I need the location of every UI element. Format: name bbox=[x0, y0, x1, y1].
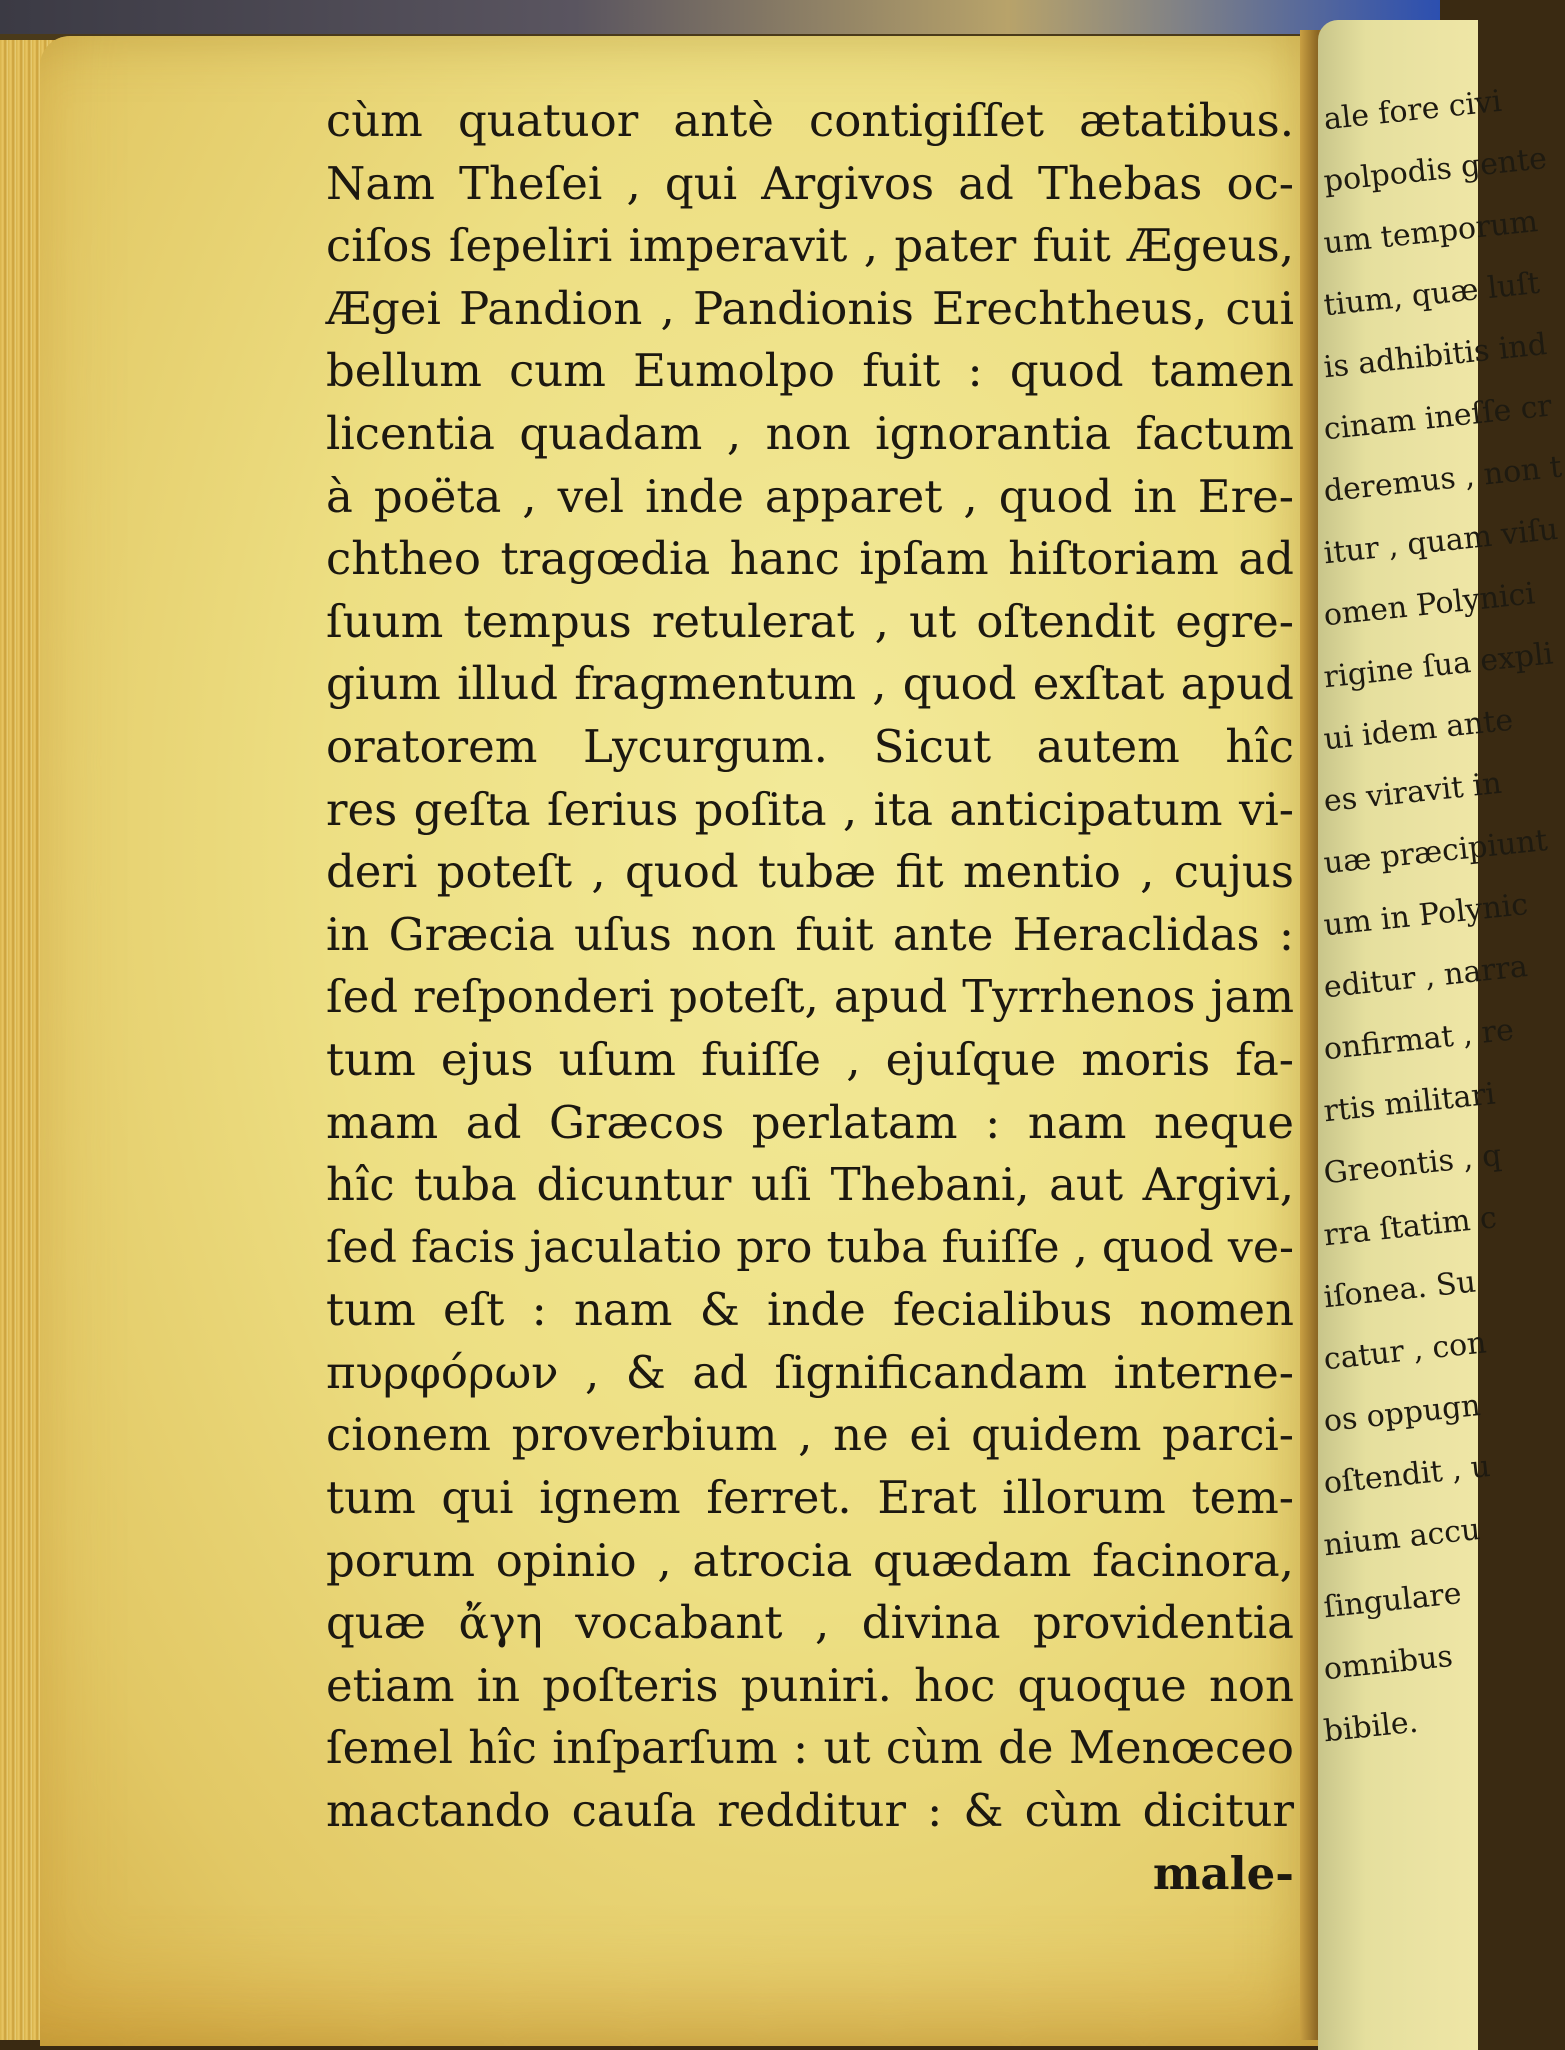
text-line: in Græcia uſus non fuit ante Heraclidas : bbox=[326, 907, 1294, 961]
text-line: Nam Theſei , qui Argivos ad Thebas oc- bbox=[326, 156, 1294, 210]
right-text-fragment: rra ſtatim c bbox=[1322, 1200, 1499, 1254]
text-line: gium illud fragmentum , quod exſtat apud bbox=[326, 657, 1294, 711]
text-line: πυρφόρων , & ad ſignificandam interne- bbox=[326, 1345, 1294, 1399]
text-line: cùm quatuor antè contigiſſet ætatibus. bbox=[326, 94, 1294, 147]
text-line: ſuum tempus retulerat , ut oſtendit egre- bbox=[326, 594, 1294, 648]
right-text-fragment: nium accu bbox=[1322, 1512, 1482, 1564]
right-text-fragment: itur , quam viſu bbox=[1322, 511, 1560, 572]
right-text-fragment: catur , con bbox=[1322, 1325, 1489, 1378]
text-line: chtheo tragœdia hanc ipſam hiſtoriam ad bbox=[326, 532, 1294, 586]
text-line: ſemel hîc inſparſum : ut cùm de Menœceo bbox=[326, 1721, 1294, 1775]
right-text-fragment: um in Polynic bbox=[1322, 887, 1530, 944]
text-line: tum qui ignem ferret. Erat illorum tem- bbox=[326, 1471, 1294, 1525]
text-line: bellum cum Eumolpo fuit : quod tamen bbox=[326, 344, 1294, 398]
right-text-fragment: ſingulare bbox=[1322, 1576, 1464, 1626]
background-strip bbox=[0, 0, 1440, 34]
text-line: quæ ἄγη vocabant , divina providentia bbox=[326, 1596, 1294, 1650]
text-line: res geſta ſerius poſita , ita anticipatum vi- bbox=[326, 782, 1294, 836]
text-line: mam ad Græcos perlatam : nam neque bbox=[326, 1095, 1294, 1149]
text-line: deri poteſt , quod tubæ fit mentio , cujus bbox=[326, 845, 1294, 899]
right-text-fragment: polpodis gente bbox=[1322, 141, 1549, 200]
right-page bbox=[1318, 20, 1564, 2050]
right-text-fragment: is adhibitis ind bbox=[1322, 327, 1549, 386]
right-text-fragment: tium, quæ luſt bbox=[1322, 265, 1542, 324]
text-line: Ægei Pandion , Pandionis Erechtheus, cui bbox=[326, 281, 1294, 335]
right-text-fragment: Greontis , q bbox=[1322, 1137, 1504, 1192]
text-line: tum ejus uſum fuiſſe , ejuſque moris fa- bbox=[326, 1032, 1294, 1086]
right-text-fragment: deremus , non t bbox=[1322, 449, 1564, 510]
text-line: etiam in poſteris puniri. hoc quoque non bbox=[326, 1658, 1294, 1712]
right-text-fragment: onfirmat , re bbox=[1322, 1012, 1516, 1068]
left-page-text bbox=[326, 90, 1294, 1905]
text-line: tum eſt : nam & inde fecialibus nomen bbox=[326, 1283, 1294, 1337]
text-line: licentia quadam , non ignorantia factum bbox=[326, 406, 1294, 460]
text-line: ſed reſponderi poteſt, apud Tyrrhenos jam bbox=[326, 970, 1294, 1024]
right-text-fragment: rtis militari bbox=[1322, 1076, 1497, 1130]
right-text-fragment: rigine ſua expli bbox=[1322, 636, 1555, 696]
right-text-fragment: bibile. bbox=[1322, 1704, 1420, 1750]
text-line: cionem proverbium , ne ei quidem parci- bbox=[326, 1408, 1294, 1462]
right-text-fragment: uæ præcipiunt bbox=[1322, 822, 1550, 882]
text-line: oratorem Lycurgum. Sicut autem hîc bbox=[326, 719, 1294, 773]
right-text-fragment: editur , narra bbox=[1322, 949, 1530, 1006]
text-line: hîc tuba dicuntur uſi Thebani, aut Argivi, bbox=[326, 1158, 1294, 1212]
text-line: ciſos ſepeliri imperavit , pater fuit Ægeus, bbox=[326, 219, 1294, 273]
text-line: porum opinio , atrocia quædam facinora, bbox=[326, 1533, 1294, 1587]
right-text-fragment: ale fore civi bbox=[1322, 83, 1504, 138]
right-text-fragment: iſonea. Su bbox=[1322, 1264, 1478, 1316]
right-text-fragment: um temporum bbox=[1322, 204, 1540, 262]
right-text-fragment: oſtendit , u bbox=[1322, 1449, 1492, 1502]
right-text-fragment: omen Polynici bbox=[1322, 576, 1537, 634]
right-text-fragment: es viravit in bbox=[1322, 765, 1504, 820]
right-text-fragment: omnibus bbox=[1322, 1638, 1455, 1688]
right-text-fragment: cinam ineſſe cr bbox=[1322, 388, 1554, 448]
catchword: male- bbox=[1152, 1846, 1294, 1900]
text-line: ſed facis jaculatio pro tuba fuiſſe , quod ve- bbox=[326, 1221, 1294, 1273]
right-text-fragment: ui idem ante bbox=[1322, 702, 1515, 758]
right-page-text bbox=[1318, 83, 1564, 1764]
right-text-fragment: os oppugn bbox=[1322, 1388, 1483, 1440]
text-line: à poëta , vel inde apparet , quod in Ere- bbox=[326, 469, 1294, 523]
text-line: mactando cauſa redditur : & cùm dicitur bbox=[326, 1784, 1294, 1838]
